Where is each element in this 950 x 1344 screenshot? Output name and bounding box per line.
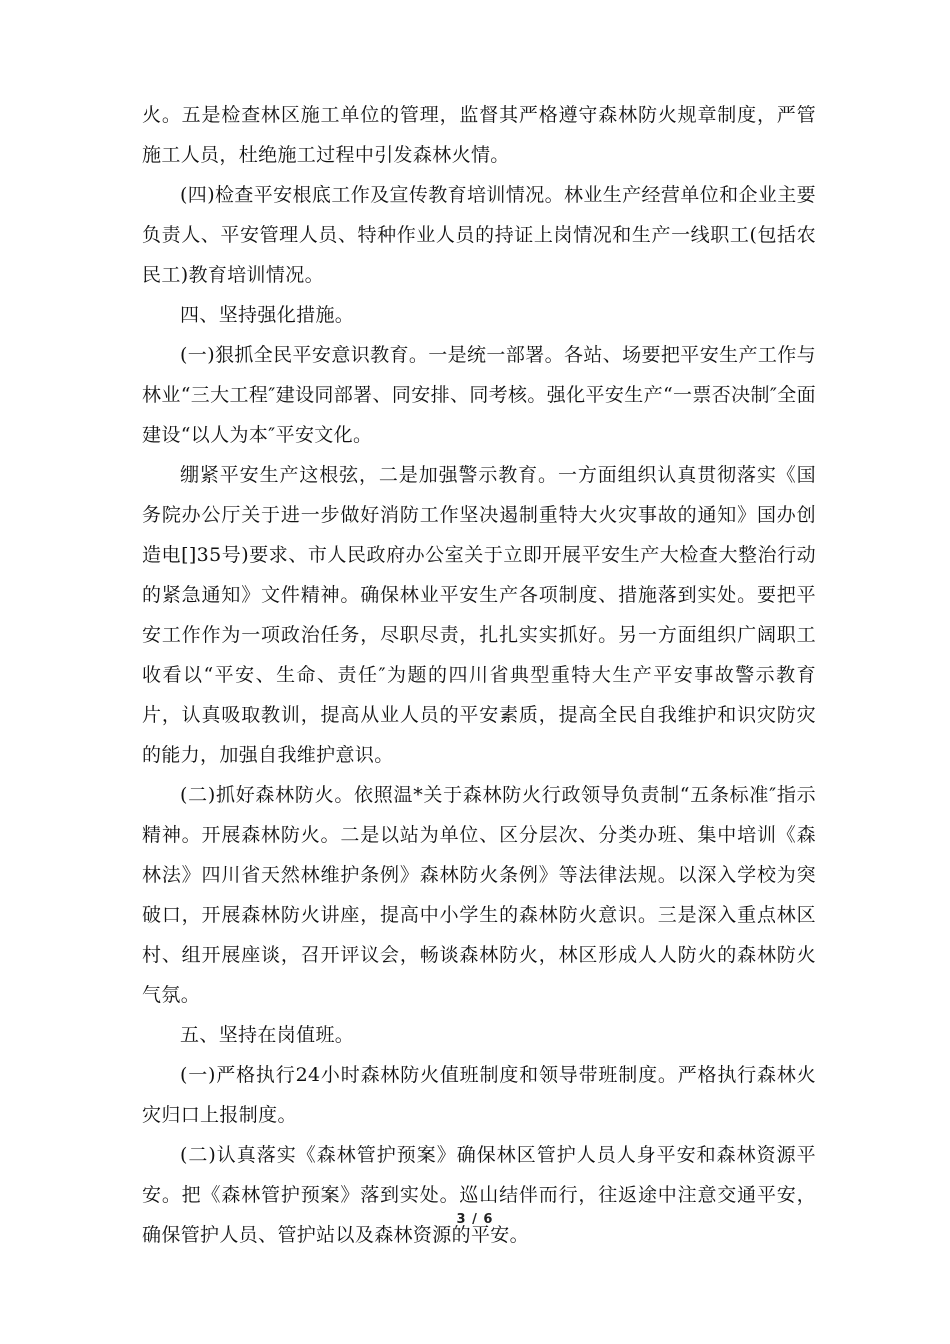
page-number: 3 / 6 (456, 1212, 494, 1227)
section-heading-5: 五、坚持在岗值班。 (180, 1024, 355, 1046)
section-heading-4: 四、坚持强化措施。 (180, 304, 355, 326)
paragraph-continuation: 火。五是检查林区施工单位的管理，监督其严格遵守森林防火规章制度，严管施工人员，杜绝施工过程中引发森林火情。 (142, 104, 816, 166)
paragraph-item-4: (四)检查平安根底工作及宣传教育培训情况。林业生产经营单位和企业主要负责人、平安管理人员、特种作业人员的持证上岗情况和生产一线职工(包括农民工)教育培训情况。 (142, 184, 816, 286)
paragraph-warning-education: 绷紧平安生产这根弦，二是加强警示教育。一方面组织认真贯彻落实《国务院办公厅关于进一步做好消防工作坚决遏制重特大火灾事故的通知》国办创造电[]35号)要求、市人民政府办公室关于立即开展平安生产大检查大整治行动的紧急通知》文件精神。确保林业平安生产各项制度、措施落到实处。要把平安工作作为一项政治任务，尽职尽责，扎扎实实抓好。另一方面组织广阔职工收看以“平安、生命、责任″为题的四川省典型重特大生产平安事故警示教育片，认真吸取教训，提高从业人员的平安素质，提高全民自我维护和识灾防灾的能力，加强自我维护意识。 (142, 464, 816, 766)
paragraph-forest-fire-prevention: (二)抓好森林防火。依照温*关于森林防火行政领导负责制“五条标准″指示精神。开展森林防火。二是以站为单位、区分层次、分类办班、集中培训《森林法》四川省天然林维护条例》森林防火条例》等法律法规。以深入学校为突破口，开展森林防火讲座，提高中小学生的森林防火意识。三是深入重点林区村、组开展座谈，召开评议会，畅谈森林防火，林区形成人人防火的森林防火气氛。 (142, 784, 816, 1006)
paragraph-duty-system: (一)严格执行24小时森林防火值班制度和领导带班制度。严格执行森林火灾归口上报制度。 (142, 1064, 816, 1126)
paragraph-protection-plan: (二)认真落实《森林管护预案》确保林区管护人员人身平安和森林资源平安。把《森林管护预案》落到实处。巡山结伴而行，往返途中注意交通平安，确保管护人员、管护站以及森林资源的平安。 (142, 1144, 816, 1246)
paragraph-safety-education: (一)狠抓全民平安意识教育。一是统一部署。各站、场要把平安生产工作与林业“三大工程″建设同部署、同安排、同考核。强化平安生产“一票否决制″全面建设“以人为本″平安文化。 (142, 344, 816, 446)
document-body (142, 95, 816, 1255)
